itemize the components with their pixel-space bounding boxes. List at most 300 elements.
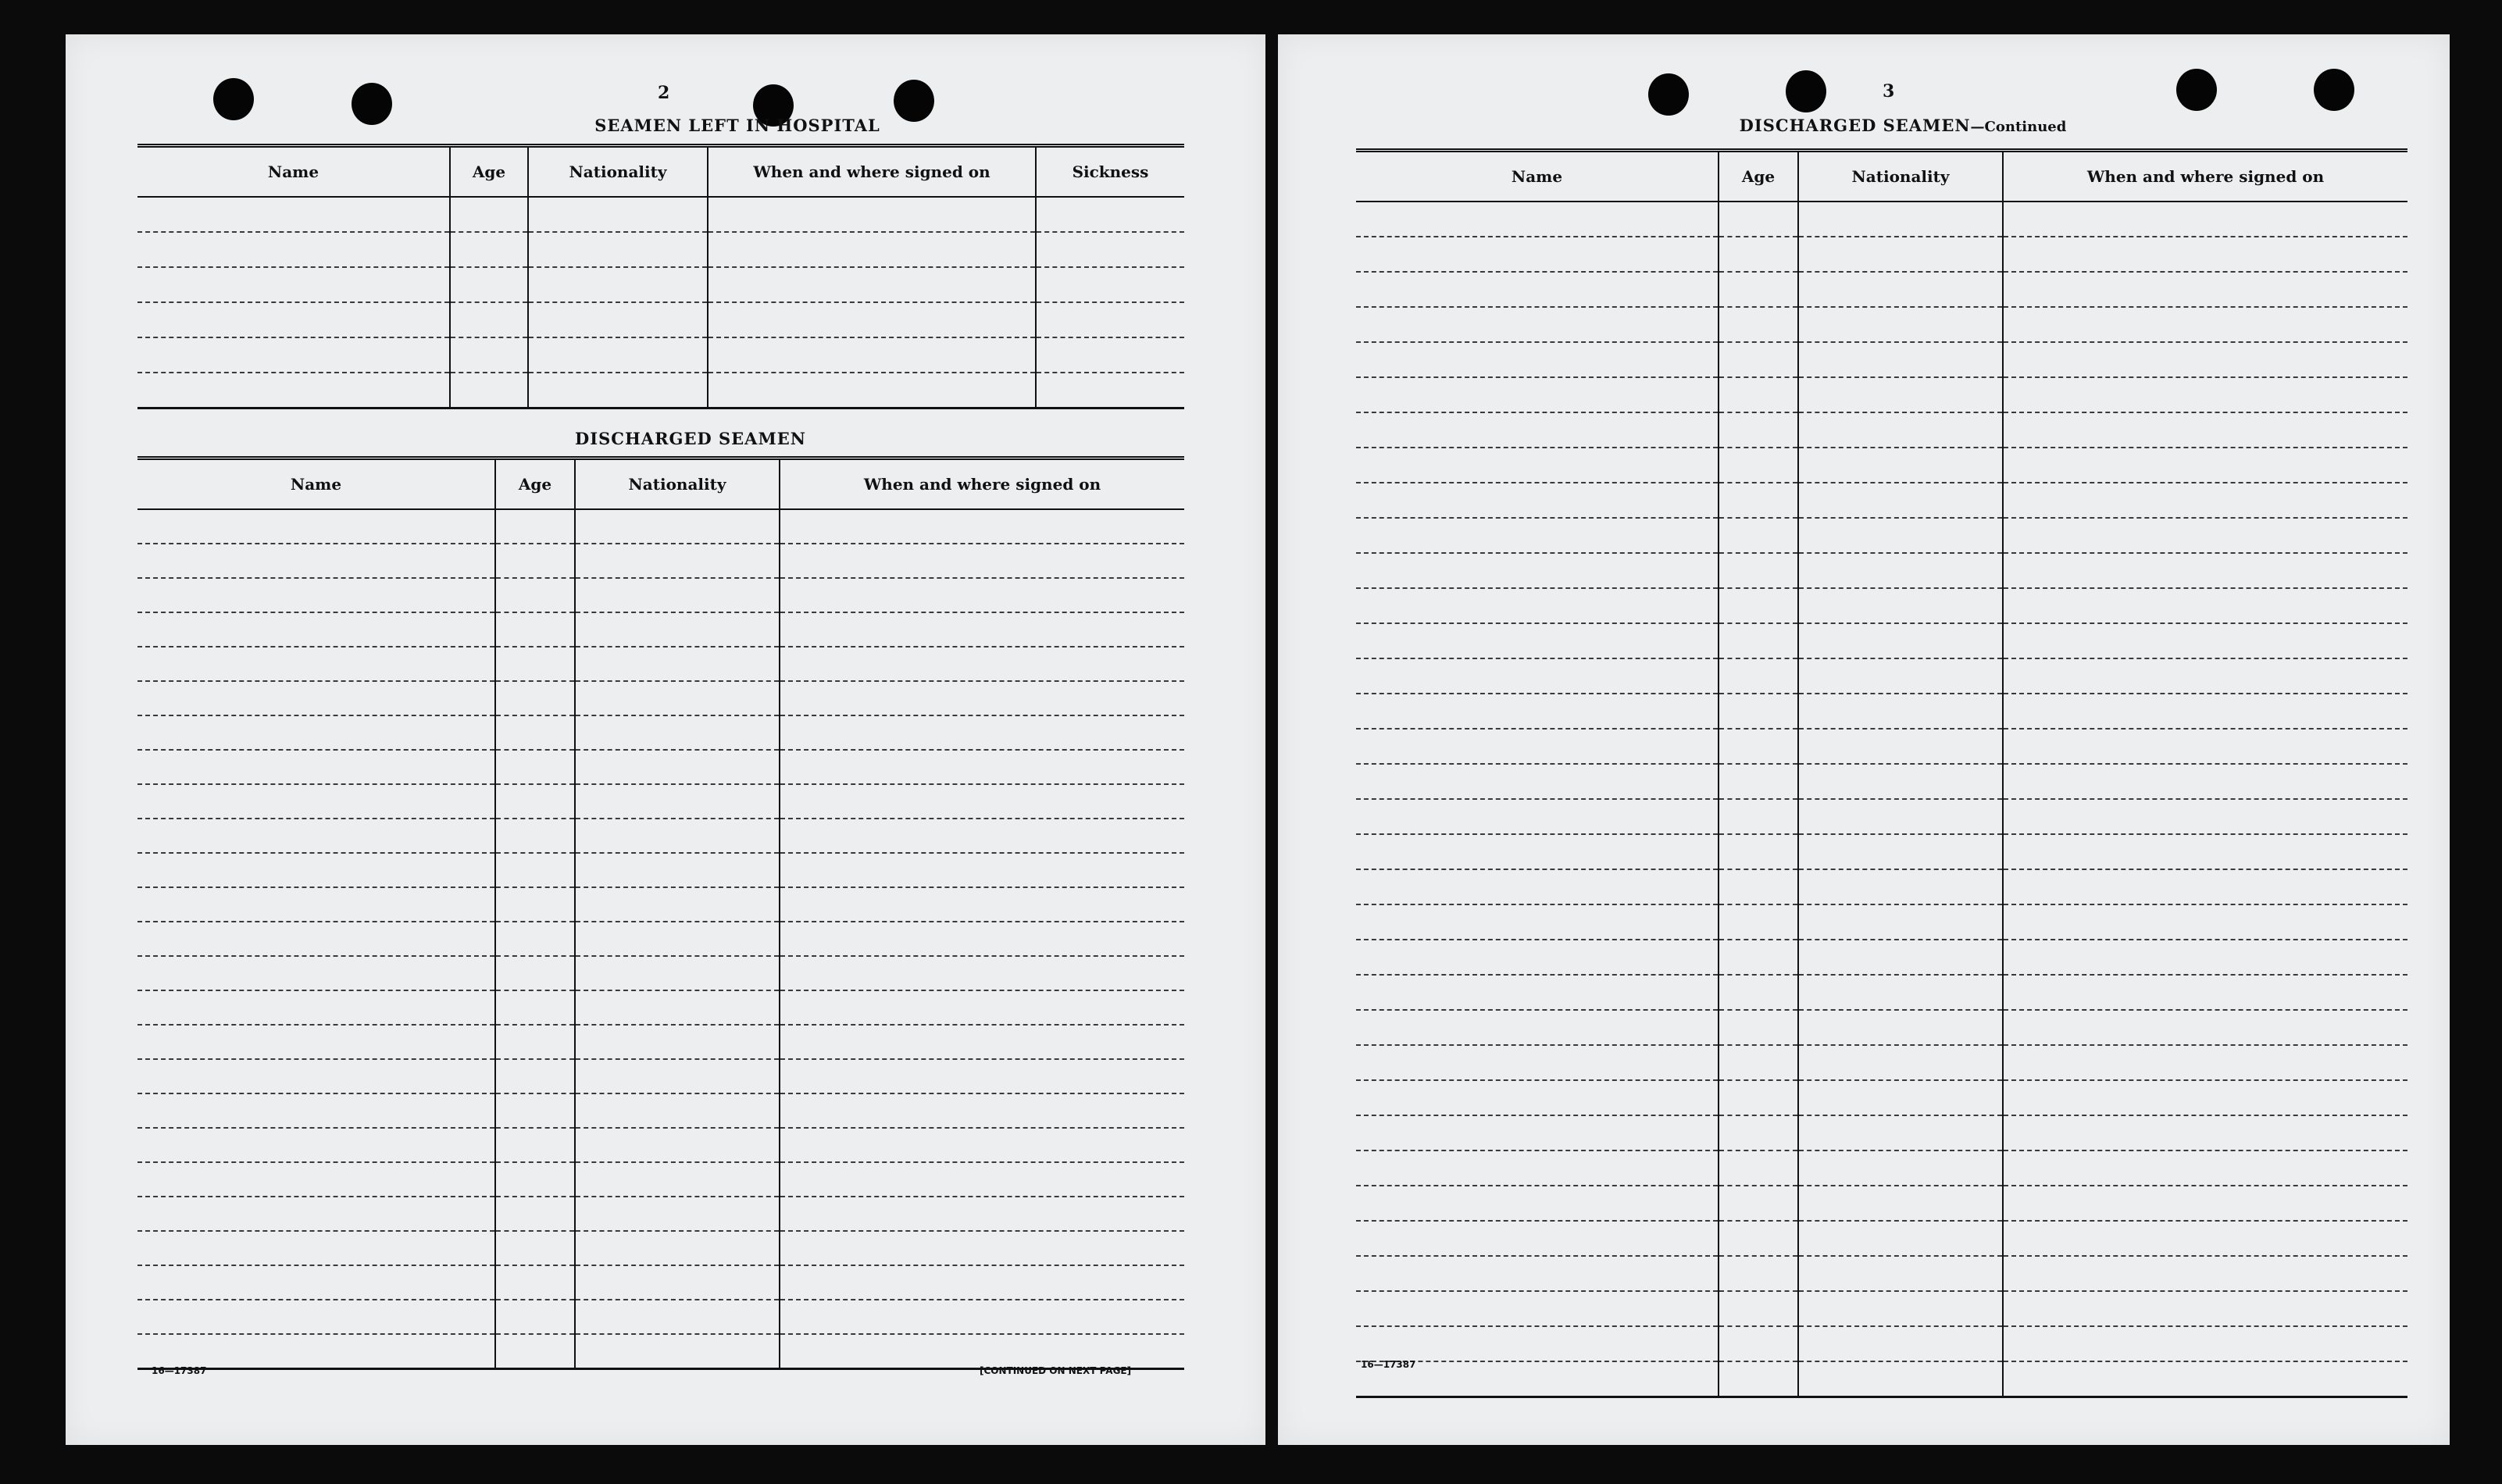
blank-cell — [1719, 272, 1798, 307]
blank-cell — [1356, 307, 1719, 342]
blank-cell — [495, 544, 575, 578]
table-row — [1356, 904, 2407, 940]
blank-cell — [1356, 975, 1719, 1010]
table-row — [137, 1093, 1184, 1128]
blank-cell — [1719, 1045, 1798, 1080]
blank-cell — [1719, 940, 1798, 975]
blank-cell — [1719, 1186, 1798, 1221]
right-page — [1278, 34, 2450, 1445]
blank-cell — [137, 197, 450, 232]
blank-cell — [1798, 1186, 2003, 1221]
blank-cell — [2003, 975, 2407, 1010]
blank-cell — [708, 232, 1036, 267]
table-row — [137, 337, 1184, 373]
table-row — [137, 1059, 1184, 1093]
blank-cell — [495, 1162, 575, 1197]
blank-cell — [2003, 588, 2407, 623]
blank-cell — [495, 509, 575, 544]
blank-cell — [1719, 237, 1798, 272]
table-row — [137, 647, 1184, 681]
blank-cell — [708, 337, 1036, 373]
blank-cell — [2003, 869, 2407, 904]
blank-cell — [137, 681, 495, 715]
blank-cell — [1036, 337, 1184, 373]
blank-cell — [2003, 307, 2407, 342]
blank-cell — [528, 337, 708, 373]
blank-cell — [495, 784, 575, 819]
blank-cell — [1719, 764, 1798, 799]
blank-cell — [2003, 1010, 2407, 1045]
blank-cell — [1798, 1150, 2003, 1186]
blank-cell — [1798, 1010, 2003, 1045]
blank-cell — [137, 1025, 495, 1059]
table-row — [137, 509, 1184, 544]
blank-cell — [780, 647, 1184, 681]
blank-cell — [1356, 1045, 1719, 1080]
blank-cell — [1356, 940, 1719, 975]
blank-cell — [780, 750, 1184, 784]
blank-cell — [495, 853, 575, 887]
table-row — [137, 197, 1184, 232]
blank-cell — [2003, 1080, 2407, 1115]
table-header-row — [137, 458, 1184, 510]
blank-cell — [1356, 1291, 1719, 1326]
blank-cell — [1798, 975, 2003, 1010]
blank-cell — [1798, 799, 2003, 834]
blank-cell — [137, 819, 495, 853]
table-row — [137, 232, 1184, 267]
blank-cell — [1798, 237, 2003, 272]
blank-cell — [2003, 1045, 2407, 1080]
blank-cell — [1798, 1361, 2003, 1397]
left-page — [66, 34, 1265, 1445]
page-number: 3 — [1883, 81, 1895, 102]
blank-cell — [1798, 307, 2003, 342]
blank-cell — [137, 578, 495, 612]
blank-cell — [1356, 658, 1719, 694]
blank-cell — [2003, 834, 2407, 869]
blank-cell — [1356, 799, 1719, 834]
blank-cell — [575, 715, 780, 750]
table-header-row — [1356, 151, 2407, 202]
blank-cell — [2003, 658, 2407, 694]
blank-cell — [1356, 694, 1719, 729]
blank-cell — [1356, 1080, 1719, 1115]
blank-cell — [780, 578, 1184, 612]
blank-cell — [780, 1093, 1184, 1128]
table-row — [1356, 1186, 2407, 1221]
blank-cell — [1719, 307, 1798, 342]
blank-cell — [137, 647, 495, 681]
table-row — [137, 887, 1184, 922]
blank-cell — [1798, 658, 2003, 694]
blank-cell — [1798, 729, 2003, 764]
column-header-nationality: Nationality — [528, 146, 708, 198]
blank-cell — [1356, 518, 1719, 553]
blank-cell — [575, 1231, 780, 1265]
table-row — [1356, 448, 2407, 483]
blank-cell — [575, 1265, 780, 1300]
blank-cell — [575, 612, 780, 647]
blank-cell — [2003, 237, 2407, 272]
blank-cell — [1719, 694, 1798, 729]
blank-cell — [780, 956, 1184, 990]
blank-cell — [1798, 1080, 2003, 1115]
table-row — [137, 784, 1184, 819]
table-header-row — [137, 146, 1184, 198]
blank-cell — [1798, 518, 2003, 553]
blank-cell — [708, 373, 1036, 408]
blank-cell — [1719, 1150, 1798, 1186]
blank-cell — [2003, 202, 2407, 237]
table-row — [1356, 729, 2407, 764]
blank-cell — [495, 1093, 575, 1128]
table-row — [1356, 518, 2407, 553]
blank-cell — [1798, 377, 2003, 412]
section-title-text: DISCHARGED SEAMEN — [1739, 116, 1971, 135]
blank-cell — [495, 1300, 575, 1334]
blank-cell — [1719, 202, 1798, 237]
blank-cell — [575, 647, 780, 681]
blank-cell — [495, 647, 575, 681]
blank-cell — [1719, 729, 1798, 764]
blank-cell — [2003, 729, 2407, 764]
blank-cell — [450, 197, 528, 232]
blank-cell — [495, 578, 575, 612]
column-header-nationality: Nationality — [575, 458, 780, 510]
blank-cell — [450, 302, 528, 337]
blank-cell — [1719, 834, 1798, 869]
punch-hole — [213, 78, 254, 120]
blank-cell — [1356, 483, 1719, 518]
blank-cell — [708, 267, 1036, 302]
column-header-signed-on: When and where signed on — [2003, 151, 2407, 202]
page-number: 2 — [658, 83, 670, 103]
blank-cell — [2003, 412, 2407, 448]
blank-cell — [137, 922, 495, 956]
blank-cell — [2003, 272, 2407, 307]
blank-cell — [780, 784, 1184, 819]
table-row — [137, 373, 1184, 408]
blank-cell — [2003, 764, 2407, 799]
blank-cell — [495, 750, 575, 784]
table-row — [1356, 1361, 2407, 1397]
blank-cell — [1798, 694, 2003, 729]
table-row — [1356, 202, 2407, 237]
blank-cell — [1719, 1221, 1798, 1256]
blank-cell — [137, 887, 495, 922]
blank-cell — [575, 578, 780, 612]
blank-cell — [495, 922, 575, 956]
blank-cell — [780, 612, 1184, 647]
blank-cell — [495, 1334, 575, 1369]
table-row — [137, 1300, 1184, 1334]
blank-cell — [780, 1025, 1184, 1059]
continued-note: [CONTINUED ON NEXT PAGE] — [980, 1365, 1132, 1376]
blank-cell — [1356, 729, 1719, 764]
table-row — [137, 681, 1184, 715]
blank-cell — [1719, 1361, 1798, 1397]
blank-cell — [137, 509, 495, 544]
blank-cell — [2003, 1291, 2407, 1326]
blank-cell — [137, 302, 450, 337]
blank-cell — [1719, 975, 1798, 1010]
table-row — [1356, 623, 2407, 658]
blank-cell — [1036, 267, 1184, 302]
blank-cell — [1719, 342, 1798, 377]
column-header-age: Age — [1719, 151, 1798, 202]
blank-cell — [528, 302, 708, 337]
table-row — [1356, 1010, 2407, 1045]
blank-cell — [137, 1197, 495, 1231]
column-header-sickness: Sickness — [1036, 146, 1184, 198]
column-header-age: Age — [495, 458, 575, 510]
blank-cell — [495, 1025, 575, 1059]
blank-cell — [2003, 1186, 2407, 1221]
table-row — [137, 1197, 1184, 1231]
blank-cell — [1719, 623, 1798, 658]
blank-cell — [780, 853, 1184, 887]
column-header-name: Name — [137, 146, 450, 198]
blank-cell — [528, 197, 708, 232]
blank-cell — [1798, 483, 2003, 518]
blank-cell — [1798, 342, 2003, 377]
blank-cell — [1356, 588, 1719, 623]
blank-cell — [1798, 1045, 2003, 1080]
hospital-section-title: SEAMEN LEFT IN HOSPITAL — [594, 116, 880, 135]
blank-cell — [1719, 588, 1798, 623]
blank-cell — [1356, 202, 1719, 237]
table-row — [1356, 307, 2407, 342]
blank-cell — [1356, 869, 1719, 904]
column-header-age: Age — [450, 146, 528, 198]
blank-cell — [137, 267, 450, 302]
blank-cell — [1356, 237, 1719, 272]
table-row — [1356, 342, 2407, 377]
blank-cell — [1719, 904, 1798, 940]
blank-cell — [1798, 940, 2003, 975]
blank-cell — [708, 197, 1036, 232]
blank-cell — [2003, 904, 2407, 940]
blank-cell — [1356, 1221, 1719, 1256]
blank-cell — [2003, 448, 2407, 483]
blank-cell — [450, 232, 528, 267]
blank-cell — [1036, 302, 1184, 337]
table-row — [137, 990, 1184, 1025]
blank-cell — [1798, 1115, 2003, 1150]
blank-cell — [495, 612, 575, 647]
blank-cell — [137, 784, 495, 819]
blank-cell — [780, 544, 1184, 578]
blank-cell — [1356, 623, 1719, 658]
blank-cell — [1719, 1291, 1798, 1326]
blank-cell — [1719, 377, 1798, 412]
blank-cell — [1719, 553, 1798, 588]
blank-cell — [137, 956, 495, 990]
blank-cell — [1798, 412, 2003, 448]
blank-cell — [1798, 553, 2003, 588]
blank-cell — [575, 922, 780, 956]
discharged-continued-title — [1669, 116, 2137, 135]
hospital-table — [137, 144, 1184, 409]
blank-cell — [708, 302, 1036, 337]
blank-cell — [575, 887, 780, 922]
blank-cell — [2003, 1361, 2407, 1397]
blank-cell — [1356, 272, 1719, 307]
blank-cell — [575, 853, 780, 887]
blank-cell — [575, 509, 780, 544]
blank-cell — [495, 1059, 575, 1093]
blank-cell — [450, 267, 528, 302]
table-row — [137, 1162, 1184, 1197]
blank-cell — [1719, 869, 1798, 904]
table-row — [137, 1128, 1184, 1162]
table-row — [1356, 1291, 2407, 1326]
table-row — [1356, 1045, 2407, 1080]
blank-cell — [780, 922, 1184, 956]
blank-cell — [1356, 1115, 1719, 1150]
blank-cell — [2003, 342, 2407, 377]
blank-cell — [1719, 1256, 1798, 1291]
blank-cell — [575, 750, 780, 784]
blank-cell — [780, 1265, 1184, 1300]
blank-cell — [575, 681, 780, 715]
table-row — [137, 750, 1184, 784]
blank-cell — [575, 819, 780, 853]
table-row — [1356, 483, 2407, 518]
blank-cell — [1798, 869, 2003, 904]
blank-cell — [780, 1231, 1184, 1265]
blank-cell — [575, 1197, 780, 1231]
blank-cell — [1356, 342, 1719, 377]
blank-cell — [1719, 412, 1798, 448]
blank-cell — [137, 1093, 495, 1128]
blank-cell — [1798, 904, 2003, 940]
blank-cell — [528, 373, 708, 408]
table-row — [137, 819, 1184, 853]
blank-cell — [137, 1265, 495, 1300]
blank-cell — [780, 887, 1184, 922]
table-row — [1356, 1326, 2407, 1361]
blank-cell — [1719, 1115, 1798, 1150]
blank-cell — [137, 1300, 495, 1334]
blank-cell — [2003, 518, 2407, 553]
column-header-signed-on: When and where signed on — [780, 458, 1184, 510]
table-row — [1356, 377, 2407, 412]
table-row — [1356, 658, 2407, 694]
blank-cell — [575, 784, 780, 819]
blank-cell — [575, 1025, 780, 1059]
form-number: 16—17387 — [152, 1365, 207, 1376]
blank-cell — [495, 681, 575, 715]
blank-cell — [1719, 483, 1798, 518]
table-row — [1356, 869, 2407, 904]
blank-cell — [137, 232, 450, 267]
blank-cell — [137, 853, 495, 887]
blank-cell — [575, 956, 780, 990]
blank-cell — [1036, 197, 1184, 232]
discharged-table — [137, 456, 1184, 1370]
punch-hole — [352, 83, 392, 125]
table-row — [137, 1334, 1184, 1369]
blank-cell — [1798, 448, 2003, 483]
table-row — [137, 922, 1184, 956]
blank-cell — [575, 1162, 780, 1197]
blank-cell — [450, 373, 528, 408]
blank-cell — [528, 232, 708, 267]
blank-cell — [2003, 1150, 2407, 1186]
blank-cell — [575, 544, 780, 578]
table-row — [1356, 1256, 2407, 1291]
table-row — [1356, 553, 2407, 588]
blank-cell — [1356, 377, 1719, 412]
blank-cell — [780, 509, 1184, 544]
blank-cell — [495, 887, 575, 922]
blank-cell — [2003, 377, 2407, 412]
blank-cell — [1798, 1221, 2003, 1256]
table-row — [137, 267, 1184, 302]
table-row — [1356, 1080, 2407, 1115]
blank-cell — [1036, 373, 1184, 408]
punch-hole — [1786, 70, 1826, 112]
blank-cell — [1798, 834, 2003, 869]
blank-cell — [1798, 623, 2003, 658]
table-row — [1356, 940, 2407, 975]
table-row — [1356, 588, 2407, 623]
table-row — [137, 1025, 1184, 1059]
blank-cell — [528, 267, 708, 302]
blank-cell — [1719, 1326, 1798, 1361]
table-row — [1356, 1150, 2407, 1186]
table-row — [137, 302, 1184, 337]
blank-cell — [1356, 1010, 1719, 1045]
blank-cell — [780, 1162, 1184, 1197]
form-number: 16—17387 — [1361, 1359, 1416, 1370]
blank-cell — [2003, 1326, 2407, 1361]
blank-cell — [1798, 202, 2003, 237]
blank-cell — [495, 990, 575, 1025]
table-row — [137, 715, 1184, 750]
blank-cell — [780, 1334, 1184, 1369]
blank-cell — [1356, 553, 1719, 588]
blank-cell — [1356, 1256, 1719, 1291]
discharged-section-title: DISCHARGED SEAMEN — [575, 429, 806, 448]
blank-cell — [2003, 940, 2407, 975]
blank-cell — [575, 1334, 780, 1369]
blank-cell — [137, 715, 495, 750]
table-row — [1356, 1115, 2407, 1150]
blank-cell — [137, 373, 450, 408]
blank-cell — [137, 1231, 495, 1265]
blank-cell — [780, 819, 1184, 853]
table-row — [1356, 975, 2407, 1010]
blank-cell — [1719, 1080, 1798, 1115]
table-row — [137, 853, 1184, 887]
blank-cell — [137, 1334, 495, 1369]
blank-cell — [450, 337, 528, 373]
blank-cell — [1356, 448, 1719, 483]
blank-cell — [137, 337, 450, 373]
blank-cell — [1356, 412, 1719, 448]
discharged-continued-table — [1356, 148, 2407, 1398]
blank-cell — [2003, 623, 2407, 658]
blank-cell — [2003, 1115, 2407, 1150]
punch-hole — [2314, 69, 2354, 111]
blank-cell — [1719, 799, 1798, 834]
blank-cell — [2003, 1221, 2407, 1256]
blank-cell — [495, 1197, 575, 1231]
blank-cell — [780, 990, 1184, 1025]
